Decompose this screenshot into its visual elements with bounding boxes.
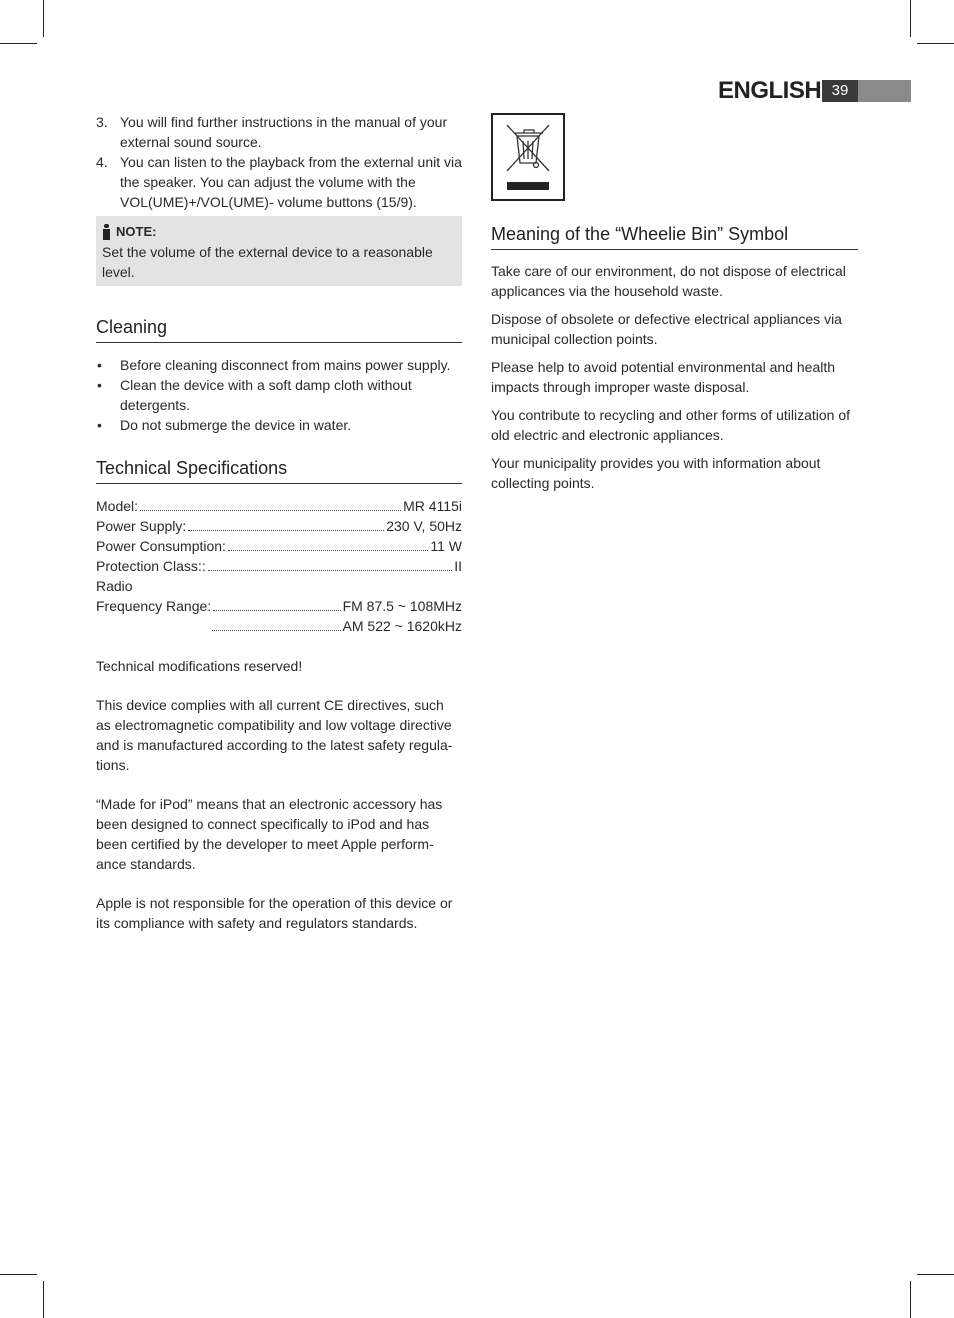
step-text: You can listen to the playback from the external unit via the speaker. You can adjust the volume with the VOL(UME)+/VOL(UME)- volume buttons (15/9). [120,154,462,210]
spec-table [96,496,462,636]
bin-paragraph: Take care of our environment, do not dispose of electrical applicances via the household waste. [491,263,846,299]
cleaning-item-text: Before cleaning disconnect from mains power supply. [120,357,451,373]
tech-paragraph: Technical modifications reserved! [96,658,303,674]
cleaning-heading: Cleaning [96,315,462,343]
wheelie-bin-icon [493,115,563,199]
step-text: You will find further instructions in the manual of your external sound source. [120,114,448,150]
tech-paragraph: This device complies with all current CE directives, such as electromagnetic compatibility and low voltage directive and is manufactured according to the latest safety regula-tions. [96,697,453,773]
spec-row-protection-class [96,556,462,576]
note-title [102,222,456,242]
spec-row-frequency-am [96,616,462,636]
info-icon [102,224,111,240]
radio-label: Radio [96,578,133,594]
spec-row-power-supply [96,516,462,536]
cleaning-list [96,355,462,435]
dot-leader [212,630,341,631]
instruction-steps [96,112,462,212]
bin-paragraph: Dispose of obsolete or defective electrical appliances via municipal collection points. [491,311,842,347]
crop-mark [0,43,37,44]
dot-leader [208,570,453,571]
tech-paragraph: Apple is not responsible for the operation of this device or its compliance with safety and regulators standards. [96,895,453,931]
list-item [96,112,462,152]
bin-paragraph: You contribute to recycling and other forms of utilization of old electric and electronic appliances. [491,407,851,443]
bullet-icon: • [97,377,102,393]
crop-mark [917,1274,954,1275]
list-item [96,375,462,415]
crop-mark [43,0,44,37]
spec-label: Power Consumption: [96,538,226,554]
right-column [491,113,858,493]
spec-row-frequency-fm [96,596,462,616]
tech-specs-heading: Technical Specifications [96,456,462,484]
spec-value: II [454,558,462,574]
crop-mark [43,1281,44,1318]
note-box [96,216,462,286]
list-item [96,355,462,375]
spec-value: 230 V, 50Hz [386,518,462,534]
wheelie-bin-heading: Meaning of the “Wheelie Bin” Symbol [491,222,858,250]
spec-label: Frequency Range: [96,598,212,614]
spec-label: Protection Class:: [96,558,206,574]
left-column [96,112,462,933]
dot-leader [213,610,340,611]
list-item [96,152,462,212]
bullet-icon: • [97,417,102,433]
crop-mark [0,1274,37,1275]
language-header: ENGLISH [718,77,822,104]
page-number: 39 [822,80,858,102]
note-text: Set the volume of the external device to a reasonable level. [102,244,433,280]
crop-mark [910,0,911,37]
cleaning-item-text: Clean the device with a soft damp cloth without detergents. [120,377,412,413]
crossed-out-wheelie-bin-icon [491,113,565,201]
spec-value: FM 87.5 ~ 108MHz [342,598,462,614]
header-bar [858,80,911,102]
note-title-text: NOTE: [116,224,157,239]
spec-value: AM 522 ~ 1620kHz [342,618,462,634]
bin-paragraph: Please help to avoid potential environmental and health impacts through improper waste disposal. [491,359,836,395]
spec-row-power-consumption [96,536,462,556]
step-number: 4. [96,154,108,170]
spec-label: Power Supply: [96,518,187,534]
spec-label: Model: [96,498,139,514]
crop-mark [910,1281,911,1318]
step-number: 3. [96,114,108,130]
crop-mark [917,43,954,44]
spec-value: MR 4115i [403,498,462,514]
cleaning-item-text: Do not submerge the device in water. [120,417,352,433]
spec-value: 11 W [430,538,462,554]
list-item [96,415,462,435]
dot-leader [188,530,384,531]
bin-paragraph: Your municipality provides you with information about collecting points. [491,455,821,491]
spec-row-model [96,496,462,516]
dot-leader [228,550,428,551]
tech-paragraph: “Made for iPod” means that an electronic accessory has been designed to connect specifically to iPod and has been certified by the developer to meet Apple perform-ance standards. [96,796,443,872]
dot-leader [140,510,401,511]
bullet-icon: • [97,357,102,373]
